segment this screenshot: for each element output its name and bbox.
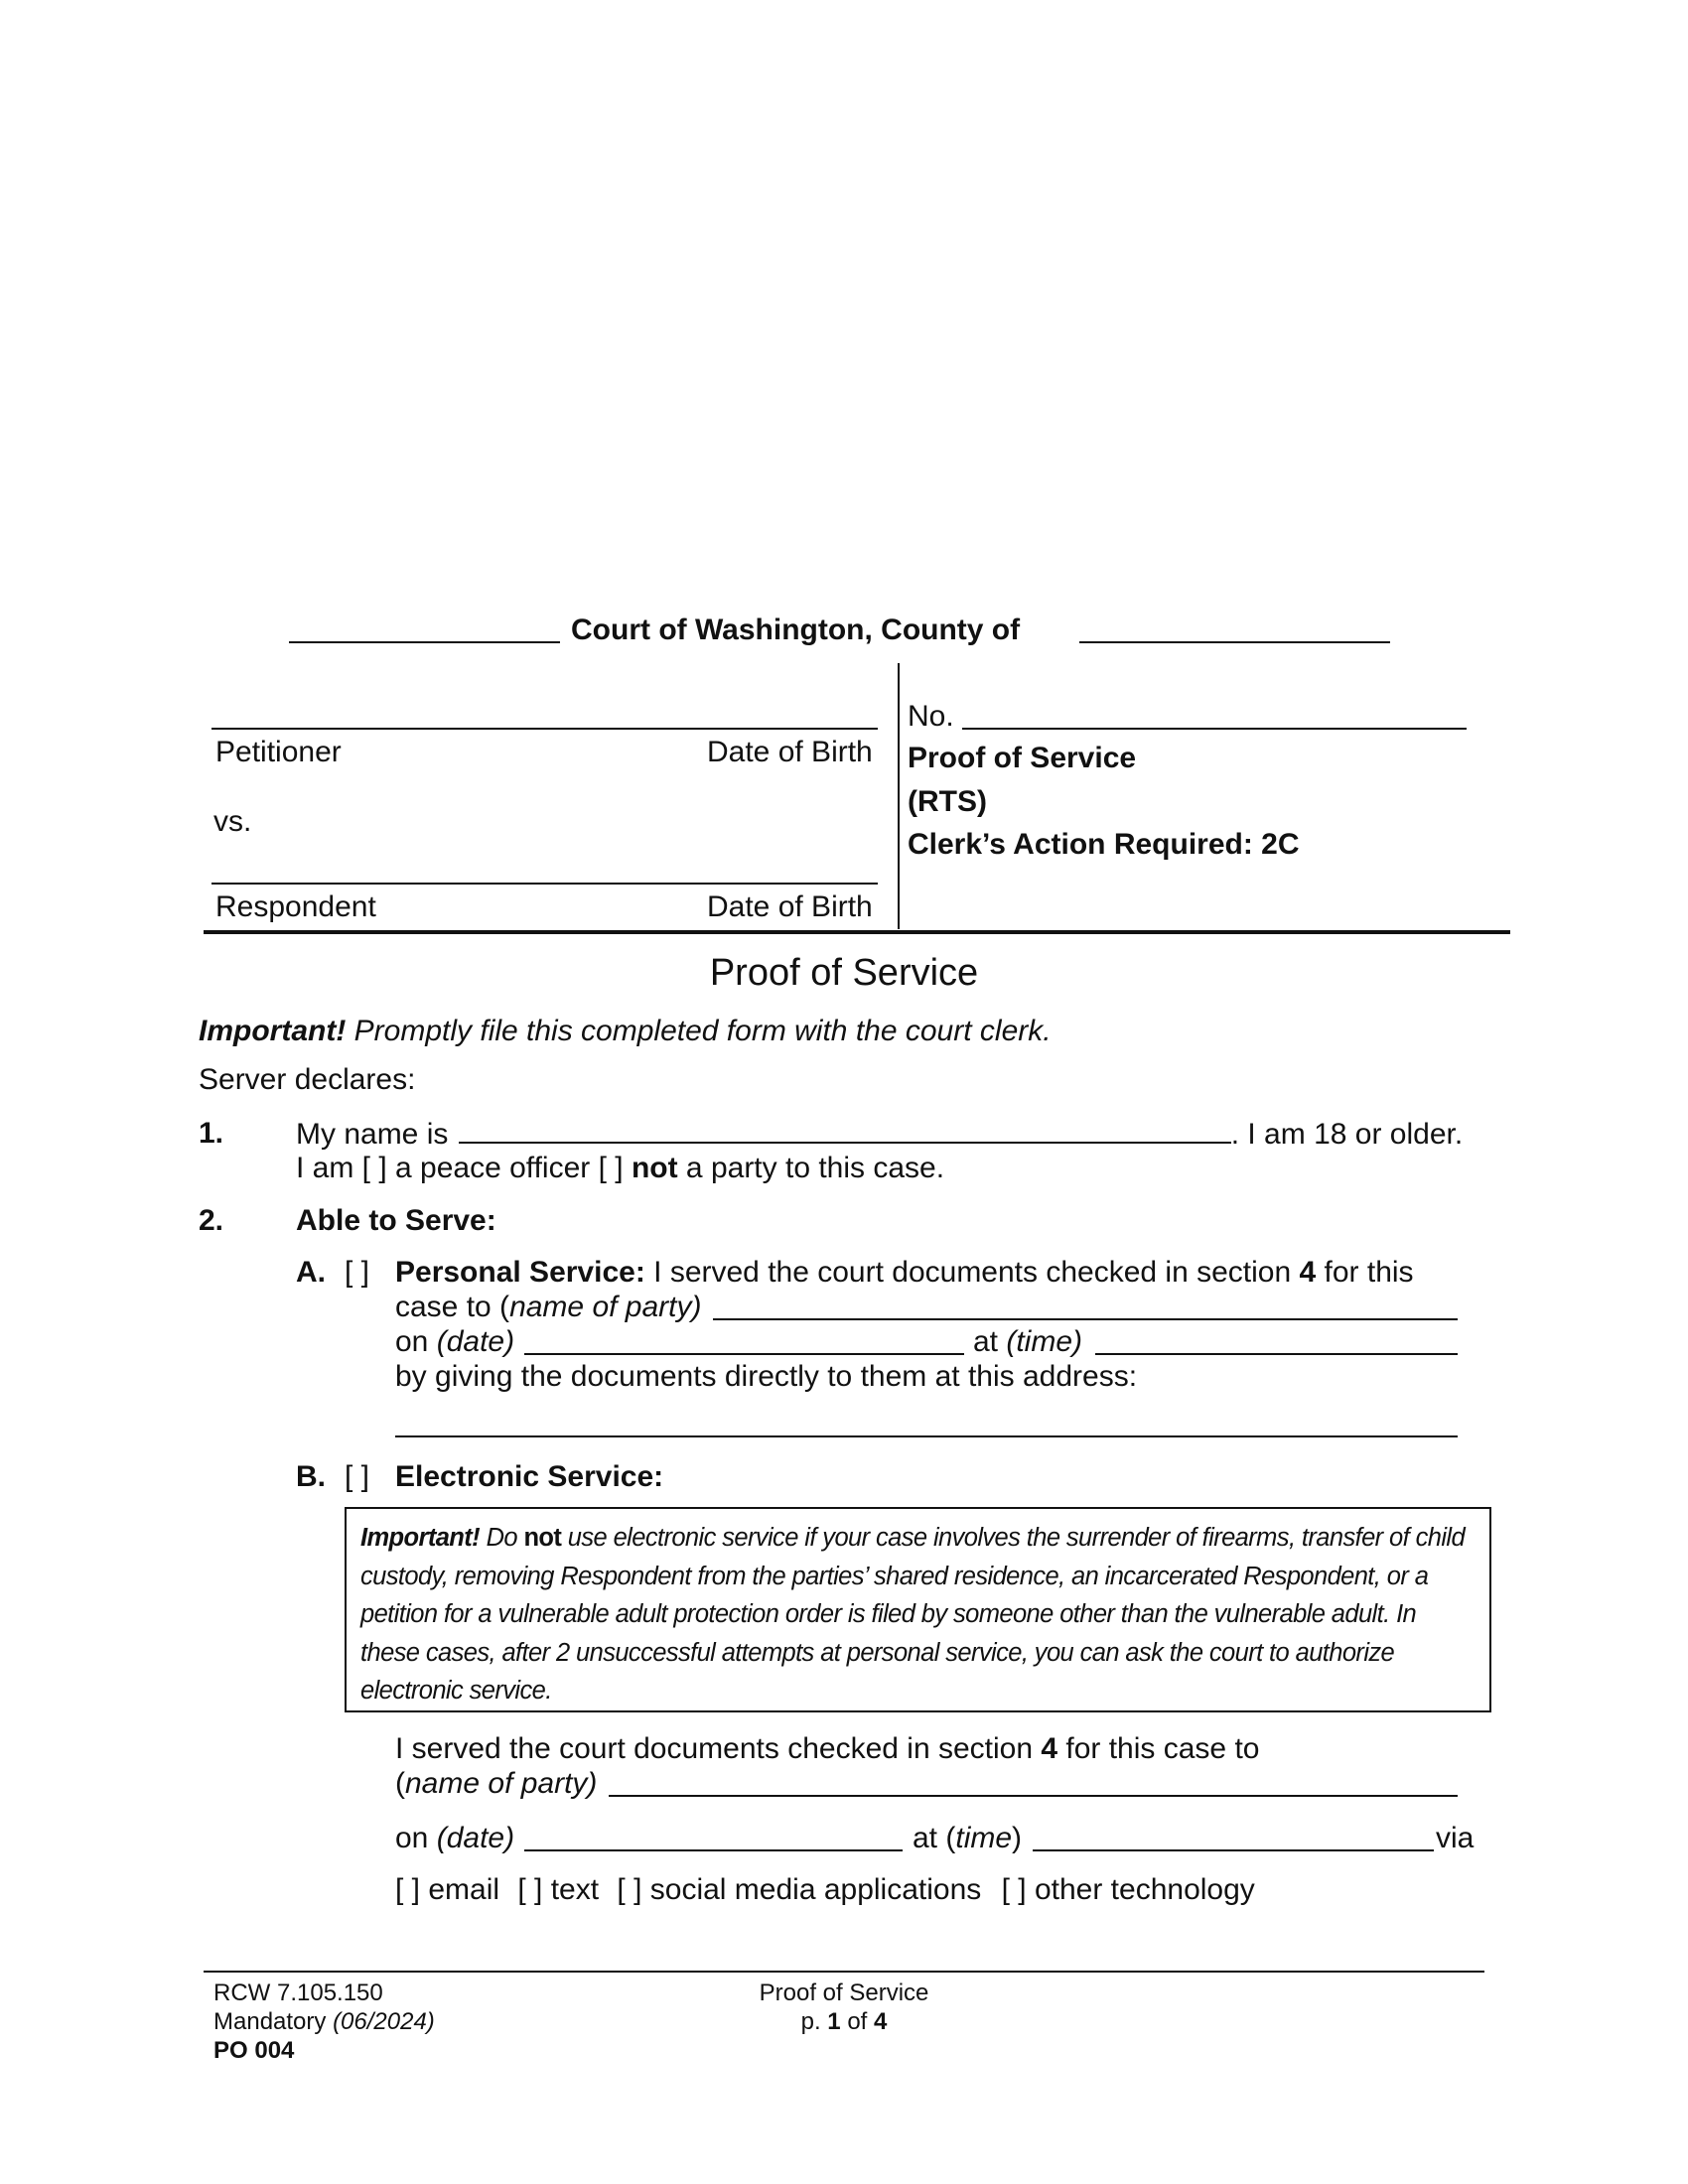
mandatory-label: Mandatory: [213, 2008, 334, 2035]
case-no-label: No.: [908, 700, 954, 733]
case-to-label: case to (: [395, 1291, 510, 1323]
personal-on-label: [395, 1324, 514, 1360]
personal-service-heading: Personal Service:: [395, 1256, 645, 1289]
personal-service-line1: [395, 1255, 1414, 1291]
page-title: Proof of Service: [709, 952, 979, 994]
personal-date-blank[interactable]: [524, 1353, 964, 1355]
other-technology-option[interactable]: [ ] other technology: [1001, 1873, 1255, 1906]
electronic-section-ref: 4: [1041, 1732, 1058, 1765]
electronic-at: at (: [913, 1822, 956, 1854]
page-of: of: [840, 2008, 875, 2035]
electronic-on-label: [395, 1821, 514, 1856]
section-1-line1: [296, 1116, 1463, 1153]
server-name-blank[interactable]: [459, 1116, 1231, 1144]
electronic-service-checkbox[interactable]: [ ]: [345, 1460, 370, 1493]
electronic-served-text2: for this case to: [1057, 1732, 1260, 1765]
personal-time-blank[interactable]: [1095, 1353, 1458, 1355]
warning-do: Do: [480, 1524, 524, 1552]
section-1-line2: [296, 1151, 944, 1186]
caption-divider: [898, 663, 900, 929]
personal-case-to-line: [395, 1290, 701, 1325]
case-no-blank[interactable]: [962, 728, 1467, 730]
electronic-time-label: time: [955, 1822, 1013, 1854]
caption-doc-code: (RTS): [908, 785, 987, 818]
clerk-action: Clerk’s Action Required: 2C: [908, 828, 1300, 861]
section-2-num: 2.: [199, 1204, 224, 1237]
electronic-time-blank[interactable]: [1033, 1849, 1434, 1851]
important-text: Promptly file this completed form with the court clerk.: [346, 1015, 1052, 1047]
form-version: (06/2024): [333, 2008, 435, 2035]
footer-mandatory: [213, 2007, 435, 2036]
petitioner-dob-label: Date of Birth: [707, 736, 873, 768]
on-label: on: [395, 1325, 437, 1358]
court-name-blank[interactable]: [289, 641, 560, 643]
electronic-at-label: [913, 1821, 1022, 1856]
personal-address-blank[interactable]: [395, 1435, 1458, 1437]
electronic-party-name-blank[interactable]: [609, 1795, 1458, 1797]
respondent-line[interactable]: [211, 883, 878, 885]
name-lead: My name is: [296, 1118, 449, 1151]
electronic-warning-text: [360, 1519, 1476, 1710]
personal-service-checkbox[interactable]: [ ]: [345, 1256, 370, 1289]
footer-rule: [204, 1971, 1484, 1973]
county-blank[interactable]: [1079, 641, 1390, 643]
important-note: [199, 1014, 1052, 1049]
page-total: 4: [874, 2008, 888, 2035]
personal-party-name-blank[interactable]: [713, 1318, 1458, 1320]
footer-form-number: PO 004: [213, 2037, 295, 2064]
section-ref: 4: [1299, 1256, 1317, 1289]
paren-close: ): [1012, 1822, 1023, 1854]
section-2a-letter: A.: [296, 1256, 326, 1289]
text-option[interactable]: [ ] text: [517, 1873, 600, 1906]
footer-title: Proof of Service: [759, 1979, 929, 2006]
page-current: 1: [827, 2008, 841, 2035]
petitioner-label: Petitioner: [215, 736, 342, 768]
section-2-heading: Able to Serve:: [296, 1204, 496, 1237]
section-1-num: 1.: [199, 1117, 224, 1150]
time-label: (time): [1006, 1325, 1083, 1358]
electronic-name-of-party: name of party): [405, 1767, 598, 1800]
electronic-warning-box: [345, 1507, 1491, 1712]
social-media-option[interactable]: [ ] social media applications: [617, 1873, 982, 1906]
via-label: via: [1436, 1822, 1475, 1854]
petitioner-line[interactable]: [211, 728, 878, 730]
warning-body: use electronic service if your case involves the surrender of firearms, transfer of child custody, removing Respondent from the parties’ shared residence, an incarcerated Respondent, or a petition for a vulnerable adult protection order is filed by someone other than the vulnerable adult. In these cases, after 2 unsuccessful attempts at personal service, you can ask the court to authorize electronic service.: [360, 1524, 1466, 1705]
personal-at-label: [973, 1324, 1082, 1360]
personal-service-text1: I served the court documents checked in section: [644, 1256, 1300, 1289]
footer-rcw: RCW 7.105.150: [213, 1979, 383, 2006]
name-tail: . I am 18 or older.: [1230, 1118, 1464, 1151]
electronic-on: on: [395, 1822, 437, 1854]
personal-service-text2: for this: [1316, 1256, 1414, 1289]
email-option[interactable]: [ ] email: [395, 1873, 500, 1906]
electronic-served-text1: I served the court documents checked in section: [395, 1732, 1042, 1765]
caption-doc-title: Proof of Service: [908, 742, 1137, 774]
name-of-party-label: name of party): [509, 1291, 702, 1323]
respondent-dob-label: Date of Birth: [707, 890, 873, 923]
respondent-label: Respondent: [215, 890, 376, 923]
peace-officer-option[interactable]: I am [ ] a peace officer [ ]: [296, 1152, 632, 1184]
electronic-service-heading: Electronic Service:: [395, 1460, 664, 1493]
at-label: at: [973, 1325, 1007, 1358]
caption-bottom-rule: [204, 930, 1510, 934]
electronic-methods: [395, 1872, 1255, 1908]
warning-not: not: [523, 1524, 562, 1552]
page-prefix: p.: [800, 2008, 828, 2035]
party-text: a party to this case.: [677, 1152, 945, 1184]
vs-label: vs.: [213, 805, 252, 838]
warning-lead: Important!: [360, 1524, 481, 1552]
personal-giving-text: by giving the documents directly to them at this address:: [395, 1360, 1138, 1393]
paren-open: (: [395, 1767, 405, 1800]
electronic-date-blank[interactable]: [524, 1849, 903, 1851]
section-2b-letter: B.: [296, 1460, 326, 1493]
court-label: Court of Washington, County of: [571, 614, 1021, 646]
important-lead: Important!: [199, 1015, 347, 1047]
electronic-served-line: [395, 1731, 1259, 1767]
footer-page-number: [645, 2007, 1043, 2036]
date-label: (date): [436, 1325, 515, 1358]
electronic-date-label: (date): [436, 1822, 515, 1854]
not-word: not: [631, 1152, 678, 1184]
server-declares: Server declares:: [199, 1063, 416, 1096]
electronic-name-party-label: [395, 1766, 597, 1802]
